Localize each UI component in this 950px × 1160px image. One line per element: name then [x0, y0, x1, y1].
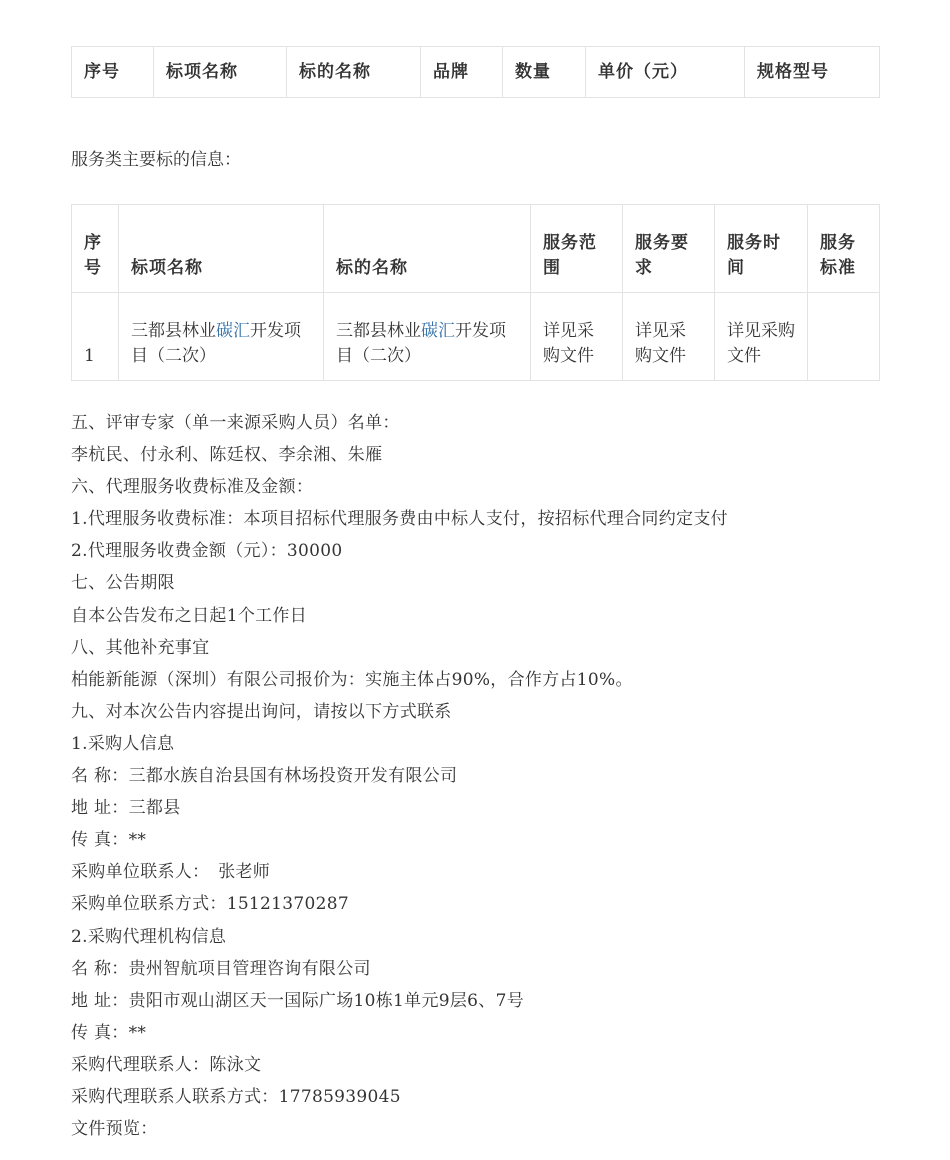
subject-name-prefix: 三都县林业	[336, 321, 421, 341]
body-line: 2.采购代理机构信息	[71, 926, 227, 947]
service-row-scope: 详见采购文件	[531, 293, 623, 381]
body-line: 名 称：贵州智航项目管理咨询有限公司	[71, 958, 371, 979]
service-header-item-name: 标项名称	[119, 205, 324, 293]
goods-header-index: 序号	[72, 47, 154, 98]
service-row-standard	[808, 293, 880, 381]
service-header-index: 序号	[72, 205, 119, 293]
body-line: 采购单位联系人： 张老师	[71, 862, 271, 883]
body-line: 八、其他补充事宜	[71, 637, 210, 658]
body-line: 传 真：**	[71, 830, 147, 851]
body-line: 九、对本次公告内容提出询问，请按以下方式联系	[71, 701, 452, 722]
service-table-header-row	[72, 205, 880, 293]
service-section-label: 服务类主要标的信息：	[71, 150, 241, 170]
body-line: 传 真：**	[71, 1022, 147, 1043]
service-row-time: 详见采购文件	[715, 293, 808, 381]
body-line: 采购代理联系人联系方式：17785939045	[71, 1086, 401, 1107]
service-header-standard: 服务标准	[808, 205, 880, 293]
body-line: 采购单位联系方式：15121370287	[71, 894, 349, 915]
item-name-suffix: 开发项目（二次）	[131, 321, 301, 366]
body-line: 1.采购人信息	[71, 733, 175, 754]
body-line: 1.代理服务收费标准：本项目招标代理服务费由中标人支付，按招标代理合同约定支付	[71, 509, 728, 530]
goods-header-quantity: 数量	[503, 47, 586, 98]
body-line: 名 称：三都水族自治县国有林场投资开发有限公司	[71, 766, 458, 787]
body-line: 五、评审专家（单一来源采购人员）名单：	[71, 413, 400, 433]
service-row-index: 1	[72, 293, 119, 381]
goods-header-item-name: 标项名称	[154, 47, 287, 98]
goods-table-header-row	[72, 47, 880, 98]
announcement-body	[71, 407, 728, 1145]
body-line: 六、代理服务收费标准及金额：	[71, 477, 314, 498]
service-row-item-name	[119, 293, 324, 381]
goods-header-unit-price: 单价（元）	[586, 47, 745, 98]
carbon-sink-link[interactable]: 碳汇	[421, 321, 455, 341]
body-line: 2.代理服务收费金额（元）：30000	[71, 541, 343, 562]
body-line: 柏能新能源（深圳）有限公司报价为：实施主体占90%，合作方占10%。	[71, 669, 633, 690]
body-line: 文件预览：	[71, 1119, 158, 1140]
service-header-scope: 服务范围	[531, 205, 623, 293]
item-name-prefix: 三都县林业	[131, 321, 216, 341]
body-line: 李杭民、付永利、陈廷权、李余湘、朱雁	[71, 445, 383, 466]
service-header-requirement: 服务要求	[623, 205, 715, 293]
subject-name-suffix: 开发项目（二次）	[336, 321, 506, 366]
service-row-requirement: 详见采购文件	[623, 293, 715, 381]
goods-items-table	[71, 46, 880, 98]
body-line: 采购代理联系人：陈泳文	[71, 1054, 262, 1075]
goods-header-spec-model: 规格型号	[745, 47, 880, 98]
goods-header-subject-name: 标的名称	[287, 47, 421, 98]
service-row-subject-name	[324, 293, 531, 381]
body-line: 自本公告发布之日起1个工作日	[71, 605, 308, 626]
table-row	[72, 293, 880, 381]
body-line: 地 址：贵阳市观山湖区天一国际广场10栋1单元9层6、7号	[71, 990, 524, 1011]
service-header-time: 服务时间	[715, 205, 808, 293]
body-line: 七、公告期限	[71, 573, 175, 594]
body-line: 地 址：三都县	[71, 798, 181, 819]
carbon-sink-link[interactable]: 碳汇	[216, 321, 250, 341]
goods-header-brand: 品牌	[421, 47, 503, 98]
service-header-subject-name: 标的名称	[324, 205, 531, 293]
service-items-table	[71, 204, 880, 381]
